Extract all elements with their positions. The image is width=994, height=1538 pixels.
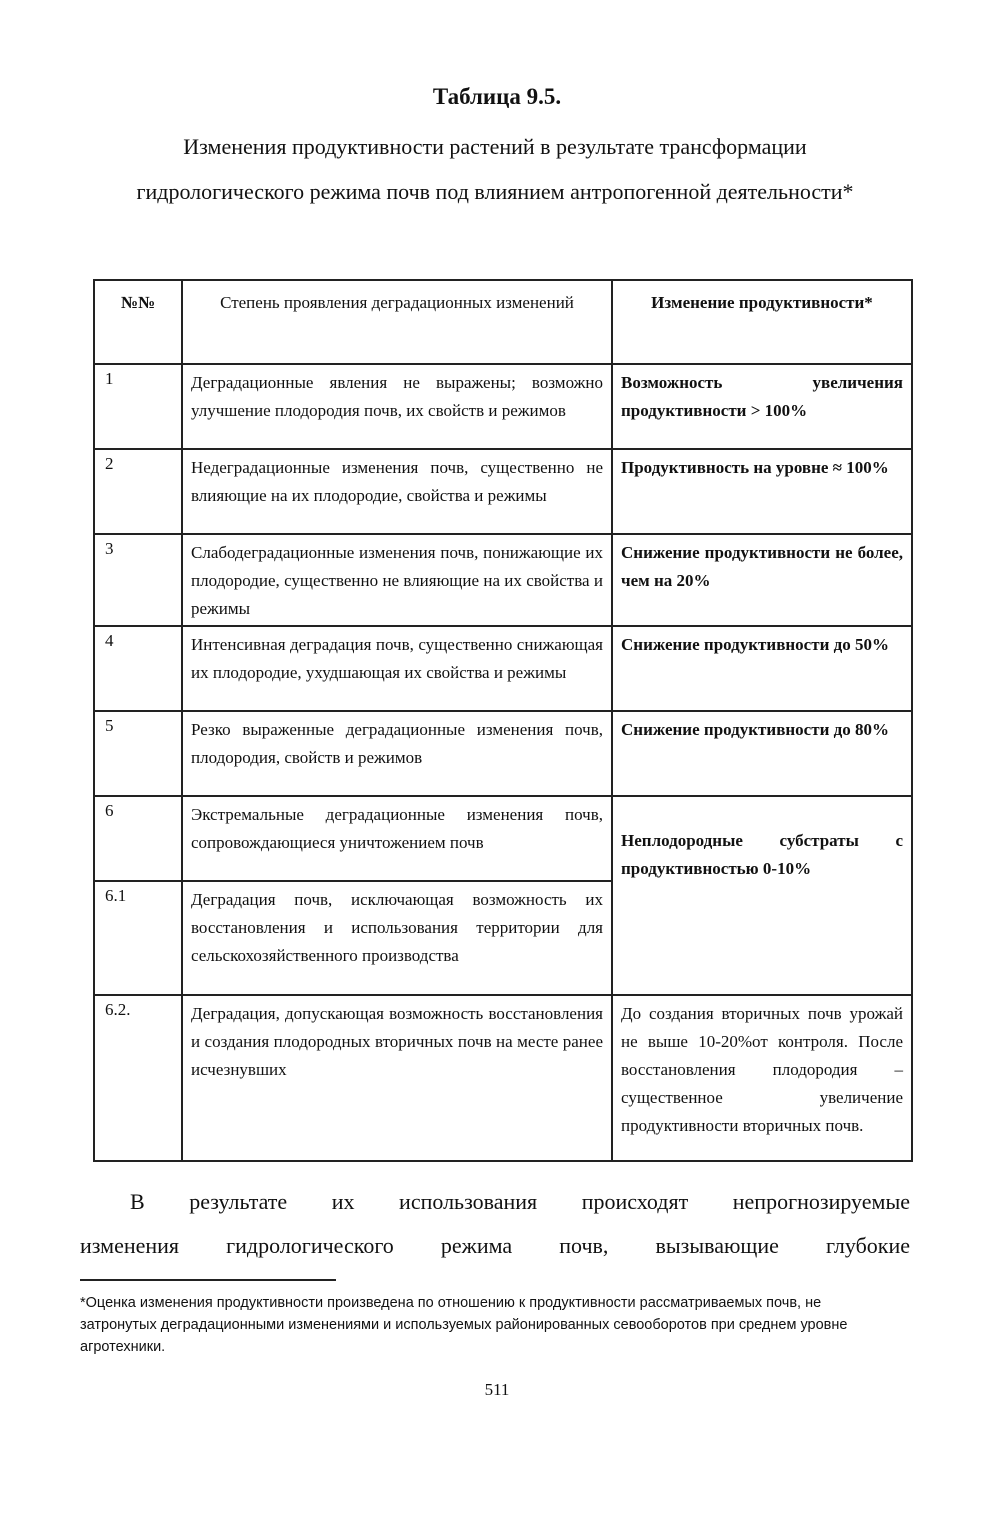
header-productivity-change: Изменение продуктивности* <box>612 280 912 364</box>
row-description: Деградация, допускающая возможность восстановления и создания плодородных вторичных почв на месте ранее исчезнувших <box>182 995 612 1161</box>
table-row <box>94 995 912 1161</box>
row-number: 6.2. <box>94 995 182 1161</box>
header-number: №№ <box>94 280 182 364</box>
table-row <box>94 364 912 449</box>
row-description: Деградационные явления не выражены; возможно улучшение плодородия почв, их свойств и режимов <box>182 364 612 449</box>
page-number: 511 <box>484 1380 510 1399</box>
footnote: *Оценка изменения продуктивности произведена по отношению к продуктивности рассматриваемых почв, не затронутых деградационными изменениями и используемых районированных севооборотов при среднем уровне агротехники. <box>80 1295 848 1355</box>
row-productivity: Продуктивность на уровне ≈ 100% <box>612 449 912 534</box>
table-caption: Таблица 9.5. <box>432 84 562 109</box>
row-productivity: Снижение продуктивности не более, чем на 20% <box>612 534 912 626</box>
table-row <box>94 626 912 711</box>
body-text-line: В результате их использования происходят непрогнозируемые <box>130 1189 910 1214</box>
row-number: 4 <box>94 626 182 711</box>
header-degradation-degree: Степень проявления деградационных изменений <box>182 280 612 364</box>
row-number: 3 <box>94 534 182 626</box>
table-row <box>94 711 912 796</box>
table-title: Изменения продуктивности растений в результате трансформации гидрологического режима почв под влиянием антропогенной деятельности* <box>136 134 854 204</box>
degradation-table-container <box>93 279 911 1162</box>
table-header-row <box>94 280 912 364</box>
row-description: Интенсивная деградация почв, существенно снижающая их плодородие, ухудшающая их свойства и режимы <box>182 626 612 711</box>
row-number: 2 <box>94 449 182 534</box>
row-number: 5 <box>94 711 182 796</box>
row-description: Резко выраженные деградационные изменения почв, плодородия, свойств и режимов <box>182 711 612 796</box>
body-text-line: изменения гидрологического режима почв, вызывающие глубокие <box>80 1233 910 1258</box>
body-paragraph <box>80 1180 910 1268</box>
row-description: Недеградационные изменения почв, существенно не влияющие на их плодородие, свойства и режимы <box>182 449 612 534</box>
row-productivity: Снижение продуктивности до 50% <box>612 626 912 711</box>
degradation-table <box>93 279 913 1162</box>
row-productivity: Возможность увеличения продуктивности > 100% <box>612 364 912 449</box>
table-row <box>94 534 912 626</box>
row-description: Экстремальные деградационные изменения почв, сопровождающиеся уничтожением почв <box>182 796 612 881</box>
row-number: 6.1 <box>94 881 182 995</box>
row-productivity-merged: Неплодородные субстраты с продуктивностью 0-10% <box>612 796 912 995</box>
row-number: 1 <box>94 364 182 449</box>
row-description: Слабодеградационные изменения почв, понижающие их плодородие, существенно не влияющие на их свойства и режимы <box>182 534 612 626</box>
table-row <box>94 796 912 881</box>
row-productivity: До создания вторичных почв урожай не выше 10-20%от контроля. После восстановления плодородия – существенное увеличение продуктивности вторичных почв. <box>612 995 912 1161</box>
footnote-divider <box>80 1279 336 1281</box>
row-productivity: Снижение продуктивности до 80% <box>612 711 912 796</box>
table-row <box>94 449 912 534</box>
row-description: Деградация почв, исключающая возможность их восстановления и использования территории для сельскохозяйственного производства <box>182 881 612 995</box>
row-number: 6 <box>94 796 182 881</box>
